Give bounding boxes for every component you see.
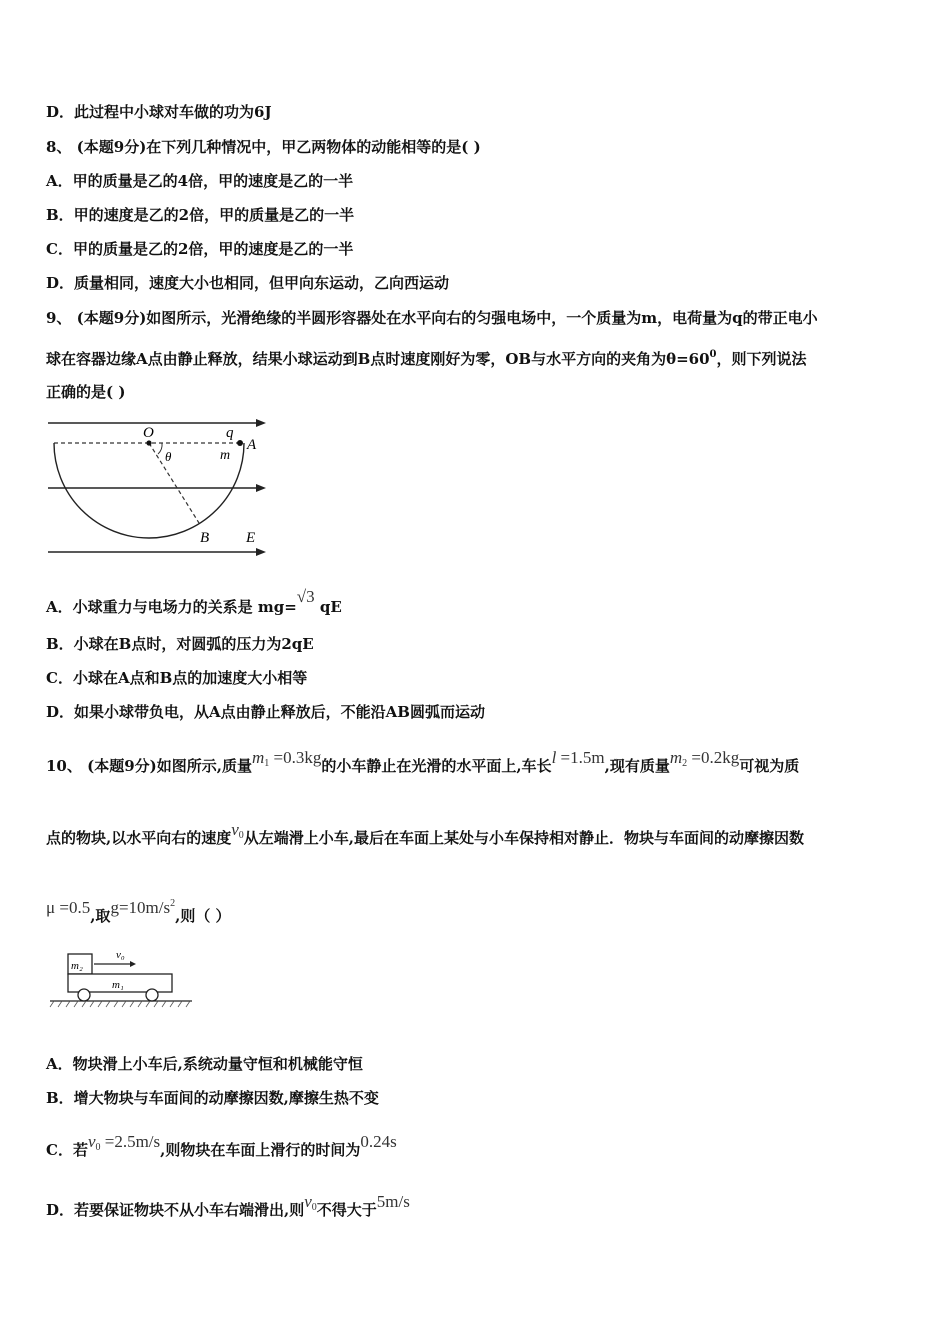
q9-degree: 0 (709, 349, 717, 360)
label-e: E (246, 530, 256, 546)
q10-stem-line1 (46, 740, 799, 776)
m1-symbol: m (251, 748, 265, 767)
q8-stem: 8、 (本题9分)在下列几种情况中，甲乙两物体的动能相等的是( ) (46, 138, 481, 156)
l-formula (552, 748, 605, 767)
q9-option-b: B．小球在B点时，对圆弧的压力为2qE (46, 635, 314, 653)
label-m1: m₁ (112, 979, 124, 991)
label-o: O (143, 425, 154, 441)
q10-stem-c: ,现有质量 (604, 757, 670, 775)
q10-stem-line3 (46, 886, 231, 925)
m2-formula (670, 748, 739, 767)
q8-option-a: A．甲的质量是乙的4倍，甲的速度是乙的一半 (46, 172, 354, 190)
q10-option-d-b: 不得大于 (316, 1201, 377, 1219)
q10-stem3-b: ,则（ ） (175, 907, 231, 925)
label-a: A (247, 437, 257, 453)
field-arrow-top (256, 419, 266, 427)
q10-option-c-a: C．若 (46, 1141, 88, 1159)
q9-semicircle-figure (44, 418, 270, 560)
q10-stem-b: 的小车静止在光滑的水平面上,车长 (321, 757, 552, 775)
g-value: g=10m/s (110, 898, 171, 917)
q10-option-b: B．增大物块与车面间的动摩擦因数,摩擦生热不变 (46, 1089, 379, 1107)
v0-formula (231, 820, 244, 839)
q10-option-c (46, 1124, 397, 1160)
mu-formula: μ =0.5 (46, 898, 91, 917)
optc-v-sub: 0 (95, 1142, 101, 1153)
q9-option-a-qe: qE (319, 598, 342, 616)
q9-stem-line3: 正确的是( ) (46, 383, 126, 401)
label-m: m (220, 448, 231, 463)
q10-stem3-a: ,取 (90, 907, 111, 925)
label-b: B (200, 530, 210, 546)
m2-sub: 2 (682, 758, 688, 769)
g-sup: 2 (170, 898, 176, 909)
q9-option-d: D．如果小球带负电，从A点由静止释放后，不能沿AB圆弧而运动 (46, 703, 485, 721)
q9-stem-line2 (46, 345, 807, 369)
q10-stem-a: 10、 (本题9分)如图所示,质量 (46, 757, 252, 775)
v0-sub: 0 (238, 830, 244, 841)
q9-option-c: C．小球在A点和B点的加速度大小相等 (46, 669, 308, 687)
q10-option-d-a: D．若要保证物块不从小车右端滑出,则 (46, 1201, 305, 1219)
ground-hatching (50, 1001, 190, 1007)
optd-v-symbol: v (304, 1192, 312, 1211)
v0-symbol: v (231, 820, 239, 839)
q9-stem-text-a: 球在容器边缘A点由静止释放，结果小球运动到B点时速度刚好为零，OB与水平方向的夹角为θ=60 (46, 350, 710, 368)
q10-stem2-b: 从左端滑上小车,最后在车面上某处与小车保持相对静止．物块与车面间的动摩擦因数 (243, 829, 805, 847)
q10-cart-figure (46, 944, 196, 1010)
q8-option-c: C．甲的质量是乙的2倍，甲的速度是乙的一半 (46, 240, 354, 258)
m1-formula (252, 748, 321, 767)
sqrt3: √3 (296, 587, 315, 606)
q10-stem-d: 可视为质 (739, 757, 800, 775)
label-v0: v₀ (116, 949, 125, 961)
semicircle-arc (54, 443, 244, 538)
q10-stem2-a: 点的物块,以水平向右的速度 (46, 829, 232, 847)
label-theta: θ (165, 449, 172, 464)
m1-sub: 1 (264, 758, 270, 769)
m1-value: =0.3kg (269, 748, 322, 767)
optd-v-sub: 0 (311, 1202, 317, 1213)
q10-option-d (46, 1184, 410, 1220)
q8-option-b: B．甲的速度是乙的2倍，甲的质量是乙的一半 (46, 206, 355, 224)
m2-value: =0.2kg (687, 748, 740, 767)
field-arrow-mid (256, 484, 266, 492)
optc-v-value: =2.5m/s (100, 1132, 161, 1151)
radius-ob (149, 443, 199, 523)
q10-option-c-b: ,则物块在车面上滑行的时间为 (160, 1141, 361, 1159)
q9-stem-text-b: ，则下列说法 (716, 350, 807, 368)
g-formula (110, 898, 175, 917)
point-o (146, 440, 151, 445)
q9-option-a-text: A．小球重力与电场力的关系是 mg= (46, 598, 297, 616)
l-symbol: l (551, 748, 557, 767)
optc-time: 0.24s (360, 1132, 397, 1151)
q7-option-d: D．此过程中小球对车做的功为6J (46, 103, 272, 121)
q10-stem-line2 (46, 812, 804, 848)
field-arrow-bottom (256, 548, 266, 556)
optc-v-symbol: v (87, 1132, 96, 1151)
label-m2: m₂ (71, 960, 83, 972)
optc-v0-formula (88, 1132, 160, 1151)
l-value: =1.5m (556, 748, 605, 767)
optd-v0-formula (304, 1192, 317, 1211)
label-q: q (226, 425, 234, 441)
angle-arc (158, 443, 162, 454)
wheel-right (146, 989, 158, 1001)
wheel-left (78, 989, 90, 1001)
m2-symbol: m (669, 748, 683, 767)
q8-option-d: D．质量相同，速度大小也相同，但甲向东运动，乙向西运动 (46, 274, 450, 292)
optd-speed: 5m/s (376, 1192, 410, 1211)
q9-stem-line1: 9、 (本题9分)如图所示，光滑绝缘的半圆形容器处在水平向右的匀强电场中，一个质量为m，电荷量为q的带正电小 (46, 309, 818, 327)
q10-option-a: A．物块滑上小车后,系统动量守恒和机械能守恒 (46, 1055, 363, 1073)
velocity-arrowhead (130, 961, 136, 967)
ball-a (237, 440, 243, 446)
q9-option-a (46, 580, 342, 614)
